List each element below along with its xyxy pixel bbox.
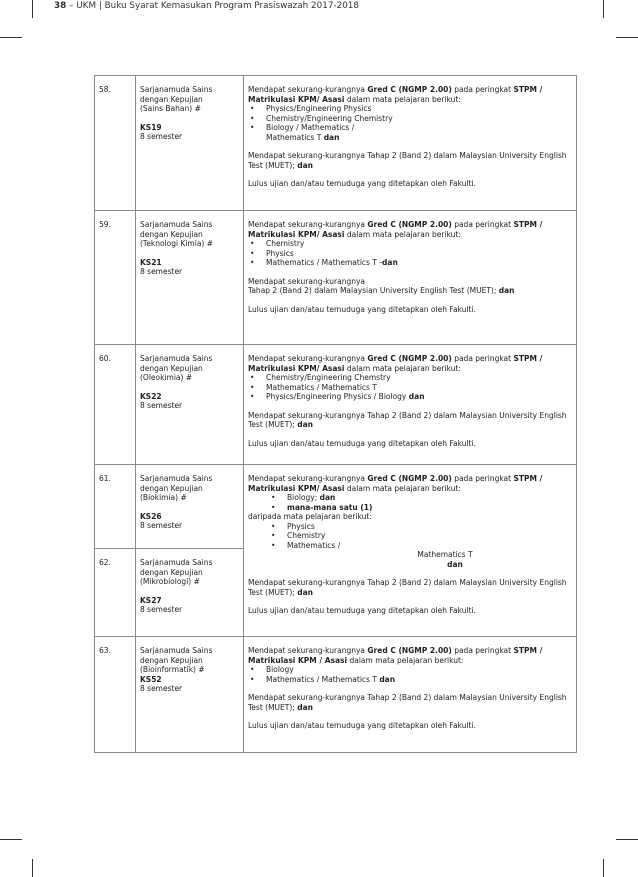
subject-list: [248, 493, 572, 512]
daripada-text: daripada mata pelajaran berikut:: [248, 512, 372, 521]
list-item: • Physics/Engineering Physics: [266, 104, 572, 114]
program-name-line: (Oleokimia) #: [140, 373, 193, 382]
subject-list: [248, 373, 572, 402]
row-number: 59.: [95, 211, 136, 345]
crop-mark: [616, 839, 638, 840]
requirement-intro: Mendapat sekurang-kurangnya Gred C (NGMP 2.00) pada peringkat STPM / Matrikulasi KPM/ Asasi dalam mata pelajaran berikut:: [248, 354, 543, 373]
list-item: • mana-mana satu (1): [287, 503, 572, 513]
program-name-line: dengan Kepujian: [140, 94, 203, 104]
program-cell: [136, 465, 244, 549]
muet-requirement: Mendapat sekurang-kurangnya Tahap 2 (Band 2) dalam Malaysian University English Test (MUET); dan: [248, 410, 567, 429]
program-name-line: (Sains Bahan) #: [140, 104, 201, 113]
program-name-line: (Mikrobiologi) #: [140, 577, 200, 586]
subject-continuation: Mathematics T dan: [266, 132, 340, 142]
requirement-intro: Mendapat sekurang-kurangnya Gred C (NGMP 2.00) pada peringkat STPM / Matrikulasi KPM/ Asasi dalam mata pelajaran berikut:: [248, 85, 543, 104]
row-number: 62.: [95, 549, 136, 637]
program-semester: 8 semester: [140, 521, 183, 530]
program-name-line: dengan Kepujian: [140, 567, 203, 577]
program-code: KS22: [140, 391, 162, 401]
row-number: 63.: [95, 637, 136, 753]
row-number: 60.: [95, 345, 136, 465]
program-cell: [136, 637, 244, 753]
crop-mark: [0, 37, 22, 38]
list-item: • Mathematics / Mathematics T: [266, 383, 572, 393]
crop-mark: [616, 37, 638, 38]
program-name-line: Sarjanamuda Sains: [140, 646, 213, 655]
program-code: KS52: [140, 674, 162, 684]
row-number: 58.: [95, 76, 136, 211]
list-item: • Biology: [266, 665, 572, 675]
program-semester: 8 semester: [140, 605, 183, 614]
crop-mark: [603, 0, 604, 18]
program-code: KS27: [140, 595, 162, 605]
crop-mark: [603, 859, 604, 877]
table-row: [95, 465, 577, 549]
subject-list: [248, 665, 572, 684]
muet-requirement: Mendapat sekurang-kurangnya Tahap 2 (Band 2) dalam Malaysian University English Test (MUET); dan: [248, 276, 515, 295]
muet-requirement: Mendapat sekurang-kurangnya Tahap 2 (Band 2) dalam Malaysian University English Test (MUET); dan: [248, 693, 567, 712]
program-code: KS19: [140, 122, 162, 132]
interview-requirement: Lulus ujian dan/atau temuduga yang ditetapkan oleh Fakulti.: [248, 721, 476, 730]
requirement-cell: [244, 637, 577, 753]
program-name-line: Sarjanamuda Sains: [140, 474, 213, 483]
program-name-line: (Bioinformatik) #: [140, 665, 205, 674]
program-name-line: Sarjanamuda Sains: [140, 558, 213, 567]
row-number: 61.: [95, 465, 136, 549]
requirement-cell: [244, 211, 577, 345]
requirement-cell: [244, 76, 577, 211]
program-cell: [136, 345, 244, 465]
crop-mark: [32, 0, 33, 18]
header-title: – UKM | Buku Syarat Kemasukan Program Prasiswazah 2017-2018: [66, 1, 359, 11]
program-code: KS26: [140, 511, 162, 521]
requirement-intro: Mendapat sekurang-kurangnya Gred C (NGMP 2.00) pada peringkat STPM / Matrikulasi KPM/ Asasi dalam mata pelajaran berikut:: [248, 474, 543, 493]
list-item: • Biology; dan: [287, 493, 572, 503]
crop-mark: [32, 859, 33, 877]
requirement-intro: Mendapat sekurang-kurangnya Gred C (NGMP 2.00) pada peringkat STPM / Matrikulasi KPM/ Asasi dalam mata pelajaran berikut:: [248, 220, 543, 239]
table-row: [95, 76, 577, 211]
list-item: • Chemistry/Engineering Chemistry: [266, 114, 572, 124]
program-semester: 8 semester: [140, 267, 183, 276]
page-header: [54, 1, 359, 11]
list-item: • Biology / Mathematics /: [266, 123, 572, 133]
requirement-intro: Mendapat sekurang-kurangnya Gred C (NGMP 2.00) pada peringkat STPM / Matrikulasi KPM / Asasi dalam mata pelajaran berikut:: [248, 646, 543, 665]
page-number: 38: [54, 1, 67, 11]
program-name-line: dengan Kepujian: [140, 363, 203, 373]
program-name-line: Sarjanamuda Sains: [140, 354, 213, 363]
table-row: [95, 211, 577, 345]
program-name-line: dengan Kepujian: [140, 483, 203, 493]
interview-requirement: Lulus ujian dan/atau temuduga yang ditetapkan oleh Fakulti.: [248, 438, 476, 448]
list-item: • Physics: [287, 522, 572, 532]
program-name-line: (Teknologi Kimia) #: [140, 239, 214, 248]
program-name-line: Sarjanamuda Sains: [140, 85, 213, 94]
program-name-line: Sarjanamuda Sains: [140, 220, 213, 229]
interview-requirement: Lulus ujian dan/atau temuduga yang ditetapkan oleh Fakulti.: [248, 606, 476, 615]
math-t-line: Mathematics T: [417, 550, 473, 559]
program-name-line: dengan Kepujian: [140, 229, 203, 239]
dan-line: dan: [447, 559, 463, 569]
program-semester: 8 semester: [140, 132, 183, 141]
list-item: • Mathematics / Mathematics T -dan: [266, 258, 572, 268]
list-item: • Physics: [266, 249, 572, 259]
list-item: • Chemistry: [287, 531, 572, 541]
program-semester: 8 semester: [140, 684, 183, 693]
requirement-cell: [244, 465, 577, 637]
program-semester: 8 semester: [140, 401, 183, 410]
table-row: [95, 637, 577, 753]
requirements-table: [94, 75, 577, 753]
subject-list: [248, 239, 572, 268]
muet-requirement: Mendapat sekurang-kurangnya Tahap 2 (Band 2) dalam Malaysian University English Test (MUET); dan: [248, 578, 567, 597]
program-cell: [136, 549, 244, 637]
program-cell: [136, 76, 244, 211]
list-item: • Chemistry/Engineering Chemstry: [266, 373, 572, 383]
program-name-line: (Biokimia) #: [140, 493, 187, 502]
table-row: [95, 345, 577, 465]
subject-list: [248, 104, 572, 133]
option-list: [248, 522, 572, 551]
interview-requirement: Lulus ujian dan/atau temuduga yang ditetapkan oleh Fakulti.: [248, 179, 476, 188]
list-item: • Chemistry: [266, 239, 572, 249]
list-item: • Physics/Engineering Physics / Biology dan: [266, 392, 572, 402]
list-item: • Mathematics /: [287, 541, 572, 551]
program-name-line: dengan Kepujian: [140, 655, 203, 665]
muet-requirement: Mendapat sekurang-kurangnya Tahap 2 (Band 2) dalam Malaysian University English Test (MUET); dan: [248, 151, 567, 170]
requirement-cell: [244, 345, 577, 465]
interview-requirement: Lulus ujian dan/atau temuduga yang ditetapkan oleh Fakulti.: [248, 304, 476, 314]
list-item: • Mathematics / Mathematics T dan: [266, 675, 572, 685]
program-cell: [136, 211, 244, 345]
crop-mark: [0, 839, 22, 840]
program-code: KS21: [140, 257, 162, 267]
